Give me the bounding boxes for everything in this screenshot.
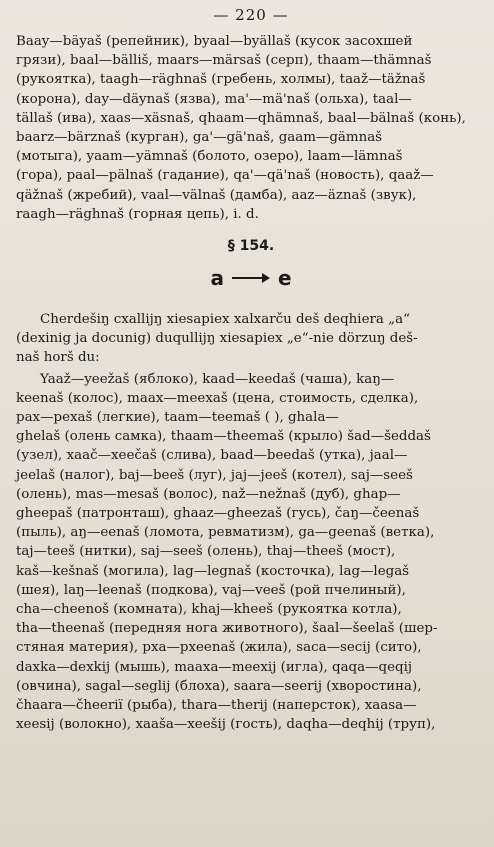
rule-source-vowel: a xyxy=(210,266,224,291)
text-line: jeelaš (налог), baj—beeš (луг), jaj—jeeš (котел), saj—seeš xyxy=(16,467,413,483)
text-line: raagh—räghnaš (горная цепь), i. d. xyxy=(16,206,259,222)
text-line: keenaš (колос), maax—meexaš (цена, стоимость, сделка), xyxy=(16,390,419,406)
text-line: грязи), baal—bälliš, maars—märsaš (серп), thaam—thämnaš xyxy=(16,53,432,69)
text-line: tällaš (ива), xaas—xäsnaš, qhaam—qhämnaš, baal—bälnaš (конь), xyxy=(16,110,466,126)
text-line: Baay—bäyaš (репейник), byaal—byällaš (кусок засохшей xyxy=(16,34,413,49)
rule-target-vowel: e xyxy=(277,266,292,291)
text-line: gheepaš (патронташ), ghaaz—gheezaš (гусь), čaŋ—čeenaš xyxy=(16,506,420,522)
intro-paragraph xyxy=(16,310,486,368)
text-line: tha—theenaš (передняя нога животного), šaal—šeelaš (шер- xyxy=(16,621,438,637)
text-line: ghelaš (олень самка), thaam—theemaš (крыло) šad—šeddaš xyxy=(16,429,431,445)
text-line: (dexinig ja docunig) duqullijŋ xiesapiex „e“-nie dörzuŋ deš- xyxy=(16,331,418,347)
examples-paragraph xyxy=(16,370,486,735)
text-line: (гора), paal—pälnaš (гадание), qa'—qä'naš (новость), qaaž— xyxy=(16,168,434,184)
text-line: (мотыга), yaam—yämnaš (болото, озеро), laam—lämnaš xyxy=(16,149,403,165)
sound-change-rule xyxy=(16,266,486,290)
page-number: — 220 — xyxy=(213,6,289,24)
text-line: (узел), xaač—xeečaš (слива), baad—beedaš (утка), jaal— xyxy=(16,448,408,464)
text-line: стяная материя), pxa—pxeenaš (жила), saca—secij (сито), xyxy=(16,640,422,656)
text-line: taj—teeš (нитки), saj—seeš (олень), thaj—theeš (мост), xyxy=(16,544,396,560)
text-line: (рукоятка), taagh—räghnaš (гребень, холмы), taaž—täžnaš xyxy=(16,72,426,88)
text-line: čhaara—čheeriï (рыба), thara—therij (наперсток), xaasa— xyxy=(16,698,417,714)
text-line: cha—cheenoš (комната), khaj—kheeš (рукоятка котла), xyxy=(16,602,402,618)
text-line: kaš—kešnaš (могила), lag—legnaš (косточка), lag—legaš xyxy=(16,563,410,579)
text-line: (пыль), aŋ—eenaš (ломота, ревматизм), ga—geenaš (ветка), xyxy=(16,525,435,541)
text-line: (олень), mas—mesaš (волос), naž—nežnaš (дуб), ghap— xyxy=(16,486,401,502)
text-line: Cherdešiŋ cxallijŋ xiesapiex xalxarču deš deqhiera „a“ xyxy=(40,312,410,328)
text-line: qäžnaš (жребий), vaal—välnaš (дамба), aaz—äznaš (звук), xyxy=(16,187,417,203)
text-line: Yaaž—yeežaš (яблоко), kaad—keedaš (чаша), kaŋ— xyxy=(40,371,395,387)
text-line: baarz—bärznaš (курган), ga'—gä'naš, gaam—gämnaš xyxy=(16,130,383,146)
section-heading: § 154. xyxy=(227,238,275,255)
text-line: (овчина), sagal—seglij (блоха), saara—seerij (хворостина), xyxy=(16,678,422,694)
text-line: xeesij (волокно), xaaša—xeešij (гость), daqha—deqhij (труп), xyxy=(16,717,436,733)
text-line: (шея), laŋ—leenaš (подкова), vaj—veeš (рой пчелиный), xyxy=(16,582,406,598)
text-line: naš horš du: xyxy=(16,350,100,366)
arrow-right-icon xyxy=(232,273,270,283)
text-line: daxka—dexkij (мышь), maaxa—meexij (игла), qaqa—qeqij xyxy=(16,659,412,675)
text-line: (корона), day—däynaš (язва), ma'—mä'naš (ольха), taal— xyxy=(16,91,412,107)
top-paragraph xyxy=(16,32,486,224)
text-line: pax—pexaš (легкие), taam—teemaš ( ), ghala— xyxy=(16,410,339,426)
